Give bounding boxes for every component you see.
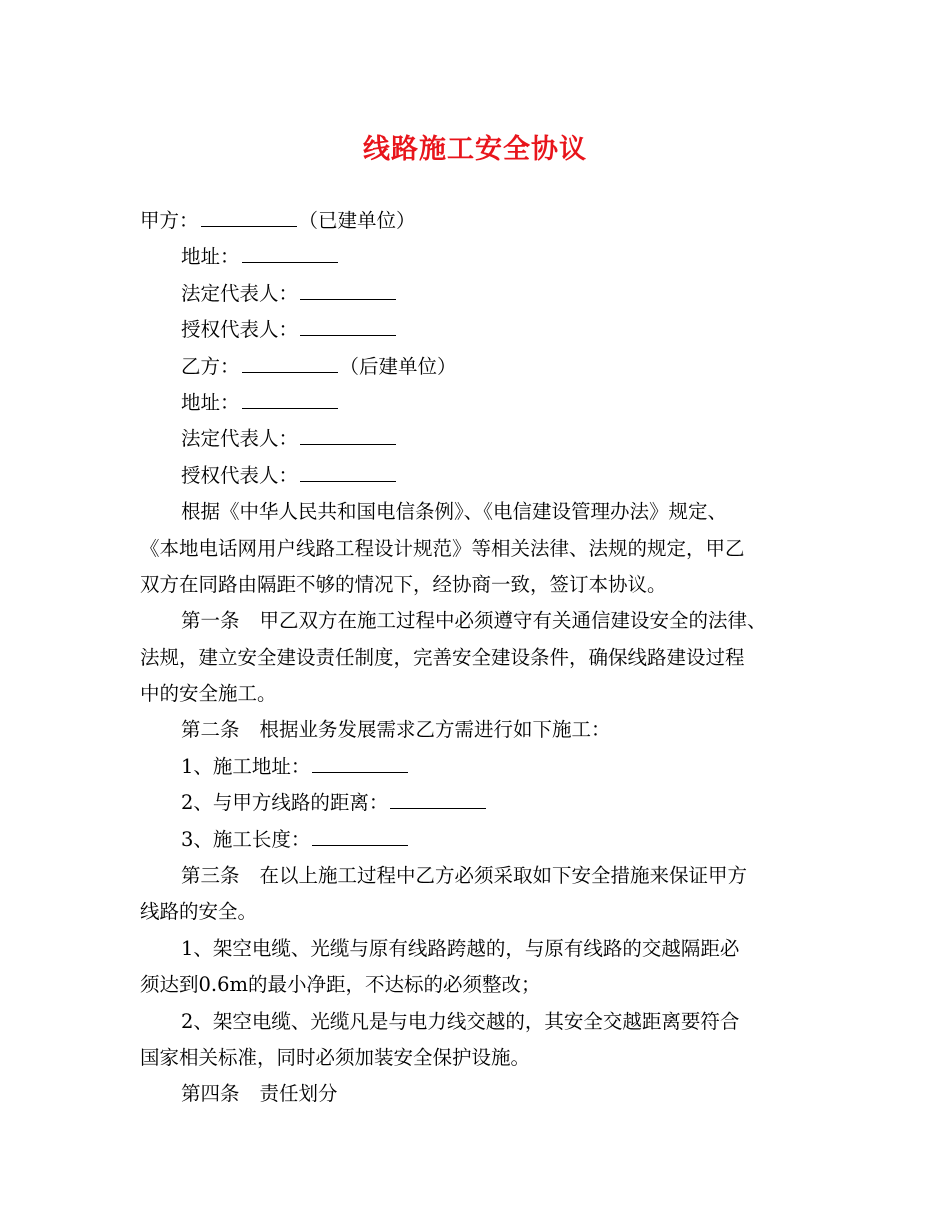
party-a-note: （已建单位） xyxy=(298,209,416,232)
document-title: 线路施工安全协议 xyxy=(363,134,587,165)
article2-item-3-blank xyxy=(312,827,408,846)
party-b-address-line xyxy=(140,385,840,421)
article1-line-1 xyxy=(140,603,840,639)
article2-text: 根据业务发展需求乙方需进行如下施工： xyxy=(259,718,611,742)
party-b-auth-rep-label: 授权代表人： xyxy=(181,463,299,487)
party-a-address-line xyxy=(140,239,840,275)
preamble-line-2: 《本地电话网用户线路工程设计规范》等相关法律、法规的规定，甲乙 xyxy=(140,536,745,560)
article2-item-3-label: 3、施工长度： xyxy=(181,827,311,851)
party-a-legal-rep-label: 法定代表人： xyxy=(181,281,299,305)
article4-heading: 第四条 xyxy=(181,1082,240,1106)
document-body xyxy=(140,203,840,1113)
article1-heading: 第一条 xyxy=(181,609,240,633)
party-a-blank xyxy=(201,208,297,227)
article1-line-3: 中的安全施工。 xyxy=(140,682,277,706)
party-b-legal-rep-label: 法定代表人： xyxy=(181,427,299,451)
article4-line xyxy=(140,1076,840,1112)
party-b-auth-rep-blank xyxy=(300,463,396,482)
article3-line-1 xyxy=(140,858,840,894)
party-b-address-label: 地址： xyxy=(181,390,240,414)
party-b-legal-rep-blank xyxy=(300,426,396,445)
article2-item-1-label: 1、施工地址： xyxy=(181,754,311,778)
party-b-auth-rep-line xyxy=(140,458,840,494)
article3-item1-line-1: 1、架空电缆、光缆与原有线路跨越的，与原有线路的交越隔距必 xyxy=(181,936,740,960)
article2-item-1 xyxy=(140,749,840,785)
article3-line-2: 线路的安全。 xyxy=(140,900,258,924)
party-a-auth-rep-blank xyxy=(300,317,396,336)
party-a-auth-rep-label: 授权代表人： xyxy=(181,318,299,342)
article3-item2-line-2: 国家相关标准，同时必须加装安全保护设施。 xyxy=(140,1045,531,1069)
party-a-legal-rep-line xyxy=(140,276,840,312)
article3-item2-line-1: 2、架空电缆、光缆凡是与电力线交越的，其安全交越距离要符合 xyxy=(181,1009,740,1033)
party-a-line xyxy=(140,203,840,239)
party-a-address-blank xyxy=(242,244,338,263)
party-b-address-blank xyxy=(242,390,338,409)
article2-item-2 xyxy=(140,785,840,821)
article3-text-1: 在以上施工过程中乙方必须采取如下安全措施来保证甲方 xyxy=(259,864,748,888)
party-a-auth-rep-line xyxy=(140,312,840,348)
article3-heading: 第三条 xyxy=(181,864,240,888)
article2-line xyxy=(140,712,840,748)
party-b-label: 乙方： xyxy=(181,354,240,378)
article3-item1-line-2: 须达到0.6m的最小净距，不达标的必须整改； xyxy=(140,973,541,997)
party-b-blank xyxy=(242,354,338,373)
preamble-line-1: 根据《中华人民共和国电信条例》、《电信建设管理办法》规定、 xyxy=(181,500,728,524)
article2-heading: 第二条 xyxy=(181,718,240,742)
article2-item-2-label: 2、与甲方线路的距离： xyxy=(181,791,389,815)
article1-text-1: 甲乙双方在施工过程中必须遵守有关通信建设安全的法律、 xyxy=(259,609,767,633)
party-a-label: 甲方： xyxy=(140,209,199,232)
party-a-address-label: 地址： xyxy=(181,245,240,269)
preamble-line-3: 双方在同路由隔距不够的情况下，经协商一致，签订本协议。 xyxy=(140,572,667,596)
party-a-legal-rep-blank xyxy=(300,281,396,300)
article2-item-2-blank xyxy=(390,790,486,809)
article2-item-1-blank xyxy=(312,754,408,773)
article4-text: 责任划分 xyxy=(259,1082,338,1106)
article2-item-3 xyxy=(140,822,840,858)
party-b-legal-rep-line xyxy=(140,421,840,457)
party-b-note: （后建单位） xyxy=(339,354,457,378)
party-b-line xyxy=(140,349,840,385)
article1-line-2: 法规，建立安全建设责任制度，完善安全建设条件，确保线路建设过程 xyxy=(140,645,745,669)
